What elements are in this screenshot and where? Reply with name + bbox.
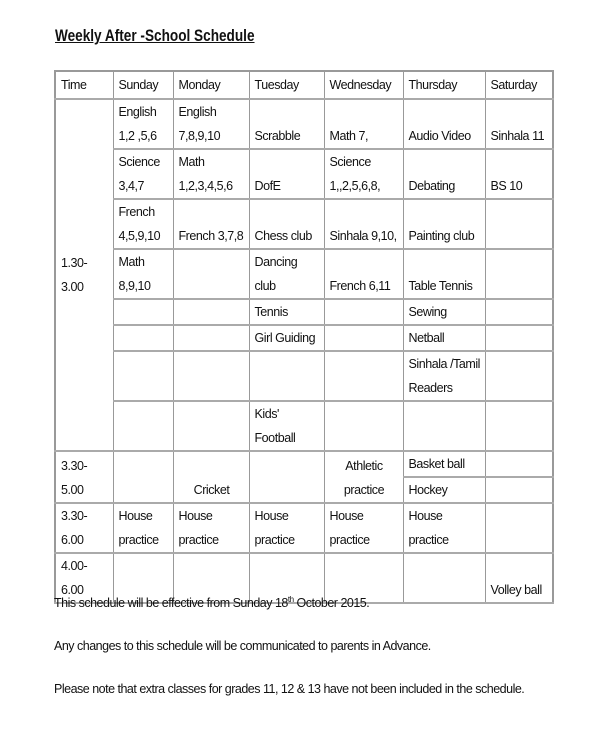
column-header-sunday: Sunday	[113, 71, 173, 99]
cell-wednesday: House practice	[324, 503, 403, 553]
column-header-wednesday: Wednesday	[324, 71, 403, 99]
cell-wednesday: Sinhala 9,10,	[324, 199, 403, 249]
cell-sunday: Science 3,4,7	[113, 149, 173, 199]
cell-tuesday: DofE	[249, 149, 324, 199]
cell-wednesday	[324, 299, 403, 325]
cell-monday	[173, 249, 249, 299]
cell-wednesday	[324, 401, 403, 451]
cell-thursday	[403, 553, 485, 603]
cell-thursday: Sinhala /Tamil Readers	[403, 351, 485, 401]
cell-thursday: House practice	[403, 503, 485, 553]
cell-tuesday	[249, 351, 324, 401]
table-row	[55, 401, 553, 451]
table-row	[55, 199, 553, 249]
ordinal-suffix: th	[287, 595, 294, 604]
cell-saturday: BS 10	[485, 149, 553, 199]
cell-monday	[173, 299, 249, 325]
cell-tuesday: Kids' Football	[249, 401, 324, 451]
cell-monday	[173, 325, 249, 351]
cell-tuesday: Dancing club	[249, 249, 324, 299]
document-title: Weekly After -School Schedule	[55, 26, 255, 45]
cell-monday: French 3,7,8	[173, 199, 249, 249]
column-header-time: Time	[55, 71, 113, 99]
cell-thursday: Netball	[403, 325, 485, 351]
time-slot-cell: 3.30-6.00	[55, 503, 113, 553]
cell-tuesday: Chess club	[249, 199, 324, 249]
table-row	[55, 299, 553, 325]
time-slot-cell: 3.30-5.00	[55, 451, 113, 503]
cell-saturday	[485, 401, 553, 451]
cell-sunday	[113, 325, 173, 351]
column-header-thursday: Thursday	[403, 71, 485, 99]
cell-sunday	[113, 451, 173, 503]
column-header-tuesday: Tuesday	[249, 71, 324, 99]
cell-tuesday: Tennis	[249, 299, 324, 325]
cell-wednesday: Science 1,,2,5,6,8,	[324, 149, 403, 199]
cell-thursday: Audio Video	[403, 99, 485, 149]
table-row	[55, 249, 553, 299]
cell-monday: House practice	[173, 503, 249, 553]
cell-thursday: Basket ball	[403, 451, 485, 477]
cell-saturday	[485, 351, 553, 401]
cell-monday	[173, 401, 249, 451]
cell-sunday: English 1,2 ,5,6	[113, 99, 173, 149]
cell-wednesday: Math 7,	[324, 99, 403, 149]
cell-sunday: House practice	[113, 503, 173, 553]
cell-saturday: Volley ball	[485, 553, 553, 603]
cell-sunday	[113, 299, 173, 325]
cell-saturday	[485, 325, 553, 351]
cell-saturday	[485, 451, 553, 477]
cell-monday	[173, 351, 249, 401]
cell-sunday: French 4,5,9,10	[113, 199, 173, 249]
cell-sunday	[113, 401, 173, 451]
column-header-monday: Monday	[173, 71, 249, 99]
cell-thursday: Painting club	[403, 199, 485, 249]
table-row	[55, 451, 553, 477]
cell-monday: Cricket	[173, 451, 249, 503]
cell-tuesday: Girl Guiding	[249, 325, 324, 351]
cell-monday: Math 1,2,3,4,5,6	[173, 149, 249, 199]
header-row	[55, 71, 553, 99]
note-text: October 2015.	[293, 596, 370, 611]
table-row	[55, 503, 553, 553]
cell-sunday	[113, 351, 173, 401]
table-row	[55, 149, 553, 199]
cell-saturday	[485, 503, 553, 553]
cell-wednesday: Athletic practice	[324, 451, 403, 503]
note-extra-classes: Please note that extra classes for grades 11, 12 & 13 have not been included in the schedule.	[54, 682, 525, 696]
cell-thursday: Sewing	[403, 299, 485, 325]
cell-tuesday: House practice	[249, 503, 324, 553]
cell-wednesday: French 6,11	[324, 249, 403, 299]
cell-wednesday	[324, 351, 403, 401]
cell-thursday	[403, 401, 485, 451]
cell-saturday	[485, 249, 553, 299]
cell-monday: English 7,8,9,10	[173, 99, 249, 149]
cell-sunday: Math 8,9,10	[113, 249, 173, 299]
cell-saturday: Sinhala 11	[485, 99, 553, 149]
cell-thursday: Table Tennis	[403, 249, 485, 299]
cell-saturday	[485, 477, 553, 503]
cell-tuesday: Scrabble	[249, 99, 324, 149]
note-effective-date	[54, 595, 369, 610]
cell-wednesday	[324, 325, 403, 351]
table-row	[55, 99, 553, 149]
cell-thursday: Hockey	[403, 477, 485, 503]
time-slot-cell: 4.00-6.00	[55, 553, 113, 603]
cell-saturday	[485, 199, 553, 249]
note-changes: Any changes to this schedule will be communicated to parents in Advance.	[54, 639, 431, 653]
column-header-saturday: Saturday	[485, 71, 553, 99]
cell-thursday: Debating	[403, 149, 485, 199]
cell-tuesday	[249, 451, 324, 503]
time-slot-cell: 1.30-3.00	[55, 99, 113, 451]
table-row	[55, 325, 553, 351]
table-row	[55, 351, 553, 401]
cell-saturday	[485, 299, 553, 325]
note-text: This schedule will be effective from Sunday 18	[54, 596, 288, 611]
schedule-table	[54, 70, 554, 604]
